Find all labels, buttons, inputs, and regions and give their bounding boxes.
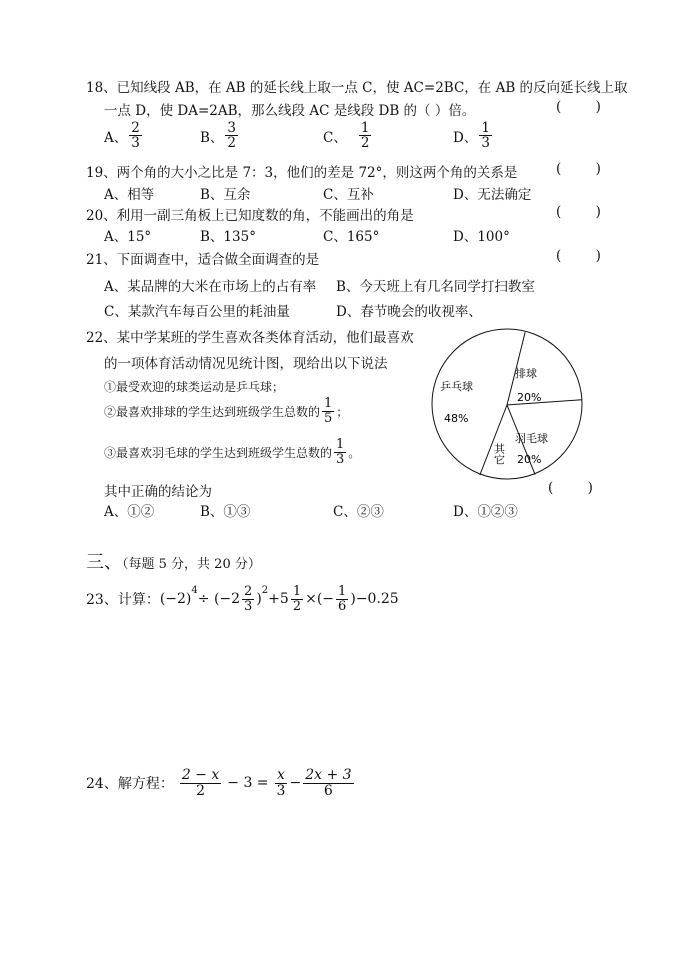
option-label: D、 [453, 129, 478, 146]
section-3-heading [86, 548, 261, 574]
expr-part: ×(− [305, 591, 335, 608]
q23-label: 23、计算： [86, 592, 160, 609]
pie-slice-name: 乒乓球 [440, 380, 473, 393]
expr-part: − 3 = [227, 775, 269, 792]
q18-option-c[interactable] [323, 121, 373, 150]
pie-slice-name: 羽毛球 [515, 432, 548, 445]
pie-slice-value: 48% [444, 412, 469, 425]
expr-part: ) [256, 591, 262, 608]
q18-option-d[interactable] [453, 121, 494, 150]
q22-option-b[interactable]: B、①③ [200, 504, 251, 520]
fraction: $\frac{2 - x}{2}$ [181, 767, 220, 799]
q19-option-c[interactable]: C、互补 [323, 187, 374, 203]
q22-conclusion: 其中正确的结论为 [104, 484, 212, 500]
fraction: $\frac{1}{5}$ [324, 396, 333, 426]
q18-line2: 一点 D，使 DA=2AB，那么线段 AC 是线段 DB 的（ ）倍。 [104, 103, 476, 119]
statement-text: ②最喜欢排球的学生达到班级学生总数的 [104, 404, 321, 419]
q22-statement-3 [104, 438, 360, 466]
q18-answer-paren: ( ) [556, 99, 601, 115]
pie-slice-name: 排球 [515, 367, 537, 380]
q19-answer-paren: ( ) [556, 161, 601, 177]
q24-equation [86, 768, 356, 798]
fraction: $\frac{2}{3}$ [244, 584, 253, 614]
q22-answer-paren: ( ) [548, 480, 593, 496]
expr-part: )−0.25 [350, 591, 399, 608]
q22-option-c[interactable]: C、②③ [333, 504, 384, 520]
fraction: $\frac{1}{3}$ [481, 120, 490, 152]
option-label: C、 [323, 129, 347, 146]
pie-slice-name: 其它 [492, 443, 506, 465]
statement-end: 。 [348, 445, 361, 460]
fraction: $\frac{3}{2}$ [227, 120, 237, 152]
q22-line1: 22、某中学某班的学生喜欢各类体育活动，他们最喜欢 [86, 330, 414, 346]
q21-answer-paren: ( ) [556, 248, 601, 264]
pie-slice-value: 20% [517, 453, 542, 466]
section-title: 三、 [86, 552, 122, 573]
q22-option-a[interactable]: A、①② [104, 504, 155, 520]
statement-end: ； [336, 404, 349, 419]
fraction: $\frac{x}{3}$ [276, 767, 286, 799]
q21-option-d[interactable]: D、春节晚会的收视率、 [336, 304, 482, 320]
fraction: $\frac{2x + 3}{6}$ [305, 767, 352, 799]
q21-stem: 21、下面调查中，适合做全面调查的是 [86, 252, 320, 268]
pie-chart [427, 325, 587, 485]
q18-line1: 18、已知线段 AB，在 AB 的延长线上取一点 C，使 AC=2BC，在 AB 的反向延长线上取 [86, 80, 628, 96]
section-note: （每题 5 分，共 20 分） [122, 557, 261, 572]
option-label: A、 [104, 129, 128, 146]
q19-option-a[interactable]: A、相等 [104, 187, 155, 203]
q18-option-a[interactable] [104, 121, 144, 150]
q19-option-b[interactable]: B、互余 [200, 187, 251, 203]
fraction: $\frac{1}{6}$ [338, 584, 347, 614]
q23-expression [86, 585, 399, 613]
exponent: 4 [191, 585, 198, 596]
q21-option-b[interactable]: B、今天班上有几名同学打扫教室 [336, 279, 535, 295]
q21-option-c[interactable]: C、某款汽车每百公里的耗油量 [104, 304, 290, 320]
q22-line2: 的一项体育活动情况见统计图，现给出以下说法 [104, 356, 388, 372]
option-label: B、 [200, 129, 224, 146]
q20-stem: 20、利用一副三角板上已知度数的角，不能画出的角是 [86, 208, 414, 224]
expr-part: ÷ (−2 [197, 591, 241, 608]
q24-label: 24、解方程： [86, 776, 174, 793]
q18-option-b[interactable] [200, 121, 240, 150]
q22-option-d[interactable]: D、①②③ [453, 504, 518, 520]
expr-part: − [289, 775, 302, 792]
q19-stem: 19、两个角的大小之比是 7：3，他们的差是 72°，则这两个角的关系是 [86, 165, 518, 181]
statement-text: ③最喜欢羽毛球的学生达到班级学生总数的 [104, 445, 333, 460]
fraction: $\frac{1}{3}$ [336, 437, 345, 467]
q20-option-d[interactable]: D、100° [453, 229, 510, 245]
q20-option-c[interactable]: C、165° [323, 229, 380, 245]
fraction: $\frac{1}{2}$ [292, 584, 302, 614]
q19-option-d[interactable]: D、无法确定 [453, 187, 532, 203]
expr-part: (−2) [159, 591, 192, 608]
q21-option-a[interactable]: A、某品牌的大米在市场上的占有率 [104, 279, 317, 295]
q20-answer-paren: ( ) [556, 204, 601, 220]
pie-slice-value: 20% [517, 391, 542, 404]
q20-option-a[interactable]: A、15° [104, 229, 152, 245]
q22-statement-1: ①最受欢迎的球类运动是乒乓球； [104, 380, 285, 394]
q22-statement-2 [104, 397, 348, 425]
fraction: $\frac{2}{3}$ [131, 120, 140, 152]
fraction: $\frac{1}{2}$ [360, 120, 370, 152]
expr-part: +5 [268, 591, 289, 608]
exponent: 2 [261, 585, 269, 596]
q20-option-b[interactable]: B、135° [200, 229, 256, 245]
